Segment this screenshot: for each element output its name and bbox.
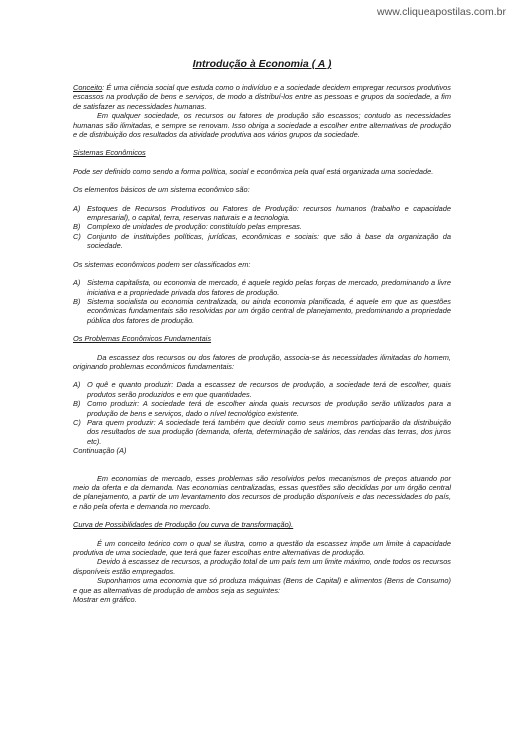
list-item xyxy=(73,380,451,399)
list-item-label: A) xyxy=(73,203,81,213)
list-item-text: Complexo de unidades de produção: constituído pelas empresas. xyxy=(87,222,302,232)
problemas-intro: Da escassez dos recursos ou dos fatores de produção, associa-se às necessidades ilimitadas do homem, originando problemas econômicos fundamentais: xyxy=(73,352,451,371)
curva-paragraph-2: Devido à escassez de recursos, a produção total de um país tem um limite máximo, onde todos os recursos disponíveis estão empregados. xyxy=(73,557,451,576)
list-item xyxy=(73,204,451,223)
sistemas-definition: Pode ser definido como sendo a forma política, social e econômica pela qual está organizada uma sociedade. xyxy=(73,166,434,176)
list-item-label: C) xyxy=(73,231,81,241)
conceito-text: : É uma ciência social que estuda como o indivíduo e a sociedade decidem empregar recursos produtivos escassos na produção de bens e serviços, de modo a distribuí-los entre as pessoas e grupos da sociedade, a fim de satisfazer as necessidades humanas. xyxy=(73,83,451,111)
list-item xyxy=(73,222,451,231)
conceito-label: Conceito xyxy=(73,83,103,92)
list-item-label: B) xyxy=(73,399,81,409)
list-item-text: O quê e quanto produzir: Dada a escassez de recursos de produção, a sociedade terá de escolher, quais produtos serão produzidos e em que quantidades. xyxy=(87,380,451,399)
elementos-intro: Os elementos básicos de um sistema econômico são: xyxy=(73,185,250,195)
curva-heading: Curva de Possibilidades de Produção (ou curva de transformação). xyxy=(73,520,294,530)
site-url[interactable]: www.cliqueapostilas.com.br xyxy=(377,6,506,18)
list-item-text: Estoques de Recursos Produtivos ou Fatores de Produção: recursos humanos (trabalho e capacidade empresarial), o capital, terra, reservas naturais e a tecnologia. xyxy=(87,203,451,223)
list-item xyxy=(73,278,451,297)
list-item-text: Para quem produzir: A sociedade terá também que decidir como seus membros participarão da distribuição dos resultados de sua produção (demanda, oferta, determinação de salários, das rendas das terras, dos juros etc). xyxy=(87,417,451,446)
list-item-label: C) xyxy=(73,417,81,427)
classificados-intro: Os sistemas econômicos podem ser classificados em: xyxy=(73,259,251,269)
list-item-label: A) xyxy=(73,380,81,390)
document-title: Introdução à Economia ( A ) xyxy=(192,58,332,70)
document-page xyxy=(73,58,451,604)
list-item xyxy=(73,418,451,446)
mercado-paragraph: Em economias de mercado, esses problemas são resolvidos pelos mecanismos de preços atuando por meio da oferta e da demanda. Nas economias centralizadas, essas questões são decididas por um órgão central de planejamento, a partir de um levantamento dos recursos de produção disponíveis e das necessidades do país, e não pela oferta e demanda no mercado. xyxy=(73,473,451,511)
list-item xyxy=(73,399,451,418)
problemas-heading: Os Problemas Econômicos Fundamentais xyxy=(73,334,212,344)
list-item xyxy=(73,232,451,251)
curva-paragraph-1: É um conceito teórico com o qual se ilustra, como a questão da escassez impõe um limite à capacidade produtiva de uma sociedade, que terá que fazer escolhas entre alternativas de produção. xyxy=(73,538,451,558)
list-item-text: Como produzir: A sociedade terá de escolher ainda quais recursos de produção serão utilizados para a produção de bens e serviços, dado o nível tecnológico existente. xyxy=(87,399,451,418)
list-item xyxy=(73,297,451,325)
list-item-label: B) xyxy=(73,296,81,306)
list-item-text: Sistema capitalista, ou economia de mercado, é aquele regido pelas forças de mercado, predominando a livre iniciativa e a propriedade privada dos fatores de produção. xyxy=(87,278,451,297)
continuacao-label: Continuação (A) xyxy=(73,446,127,456)
sistemas-heading: Sistemas Econômicos xyxy=(73,148,146,158)
list-item-text: Conjunto de instituições políticas, jurídicas, econômicas e sociais: que são à base da organização da sociedade. xyxy=(87,231,451,251)
list-item-label: B) xyxy=(73,222,81,232)
list-item-label: A) xyxy=(73,278,81,288)
conceito-paragraph-2: Em qualquer sociedade, os recursos ou fatores de produção são escassos; contudo as necessidades humanas são ilimitadas, e sempre se renovam. Isso obriga a sociedade a escolher entre alternativas de produção e de distribuição dos resultados da atividade produtiva aos vários grupos da sociedade. xyxy=(73,111,451,140)
curva-paragraph-4: Mostrar em gráfico. xyxy=(73,595,137,605)
conceito-paragraph xyxy=(73,83,451,111)
curva-paragraph-3: Suponhamos uma economia que só produza máquinas (Bens de Capital) e alimentos (Bens de Consumo) e que as alternativas de produção de ambos seja as seguintes: xyxy=(73,576,451,595)
list-item-text: Sistema socialista ou economia centralizada, ou ainda economia planificada, é aquele em que as questões econômicas fundamentais são resolvidas por um órgão central de planejamento, predominando a propriedade pública dos fatores de produção. xyxy=(87,296,451,325)
